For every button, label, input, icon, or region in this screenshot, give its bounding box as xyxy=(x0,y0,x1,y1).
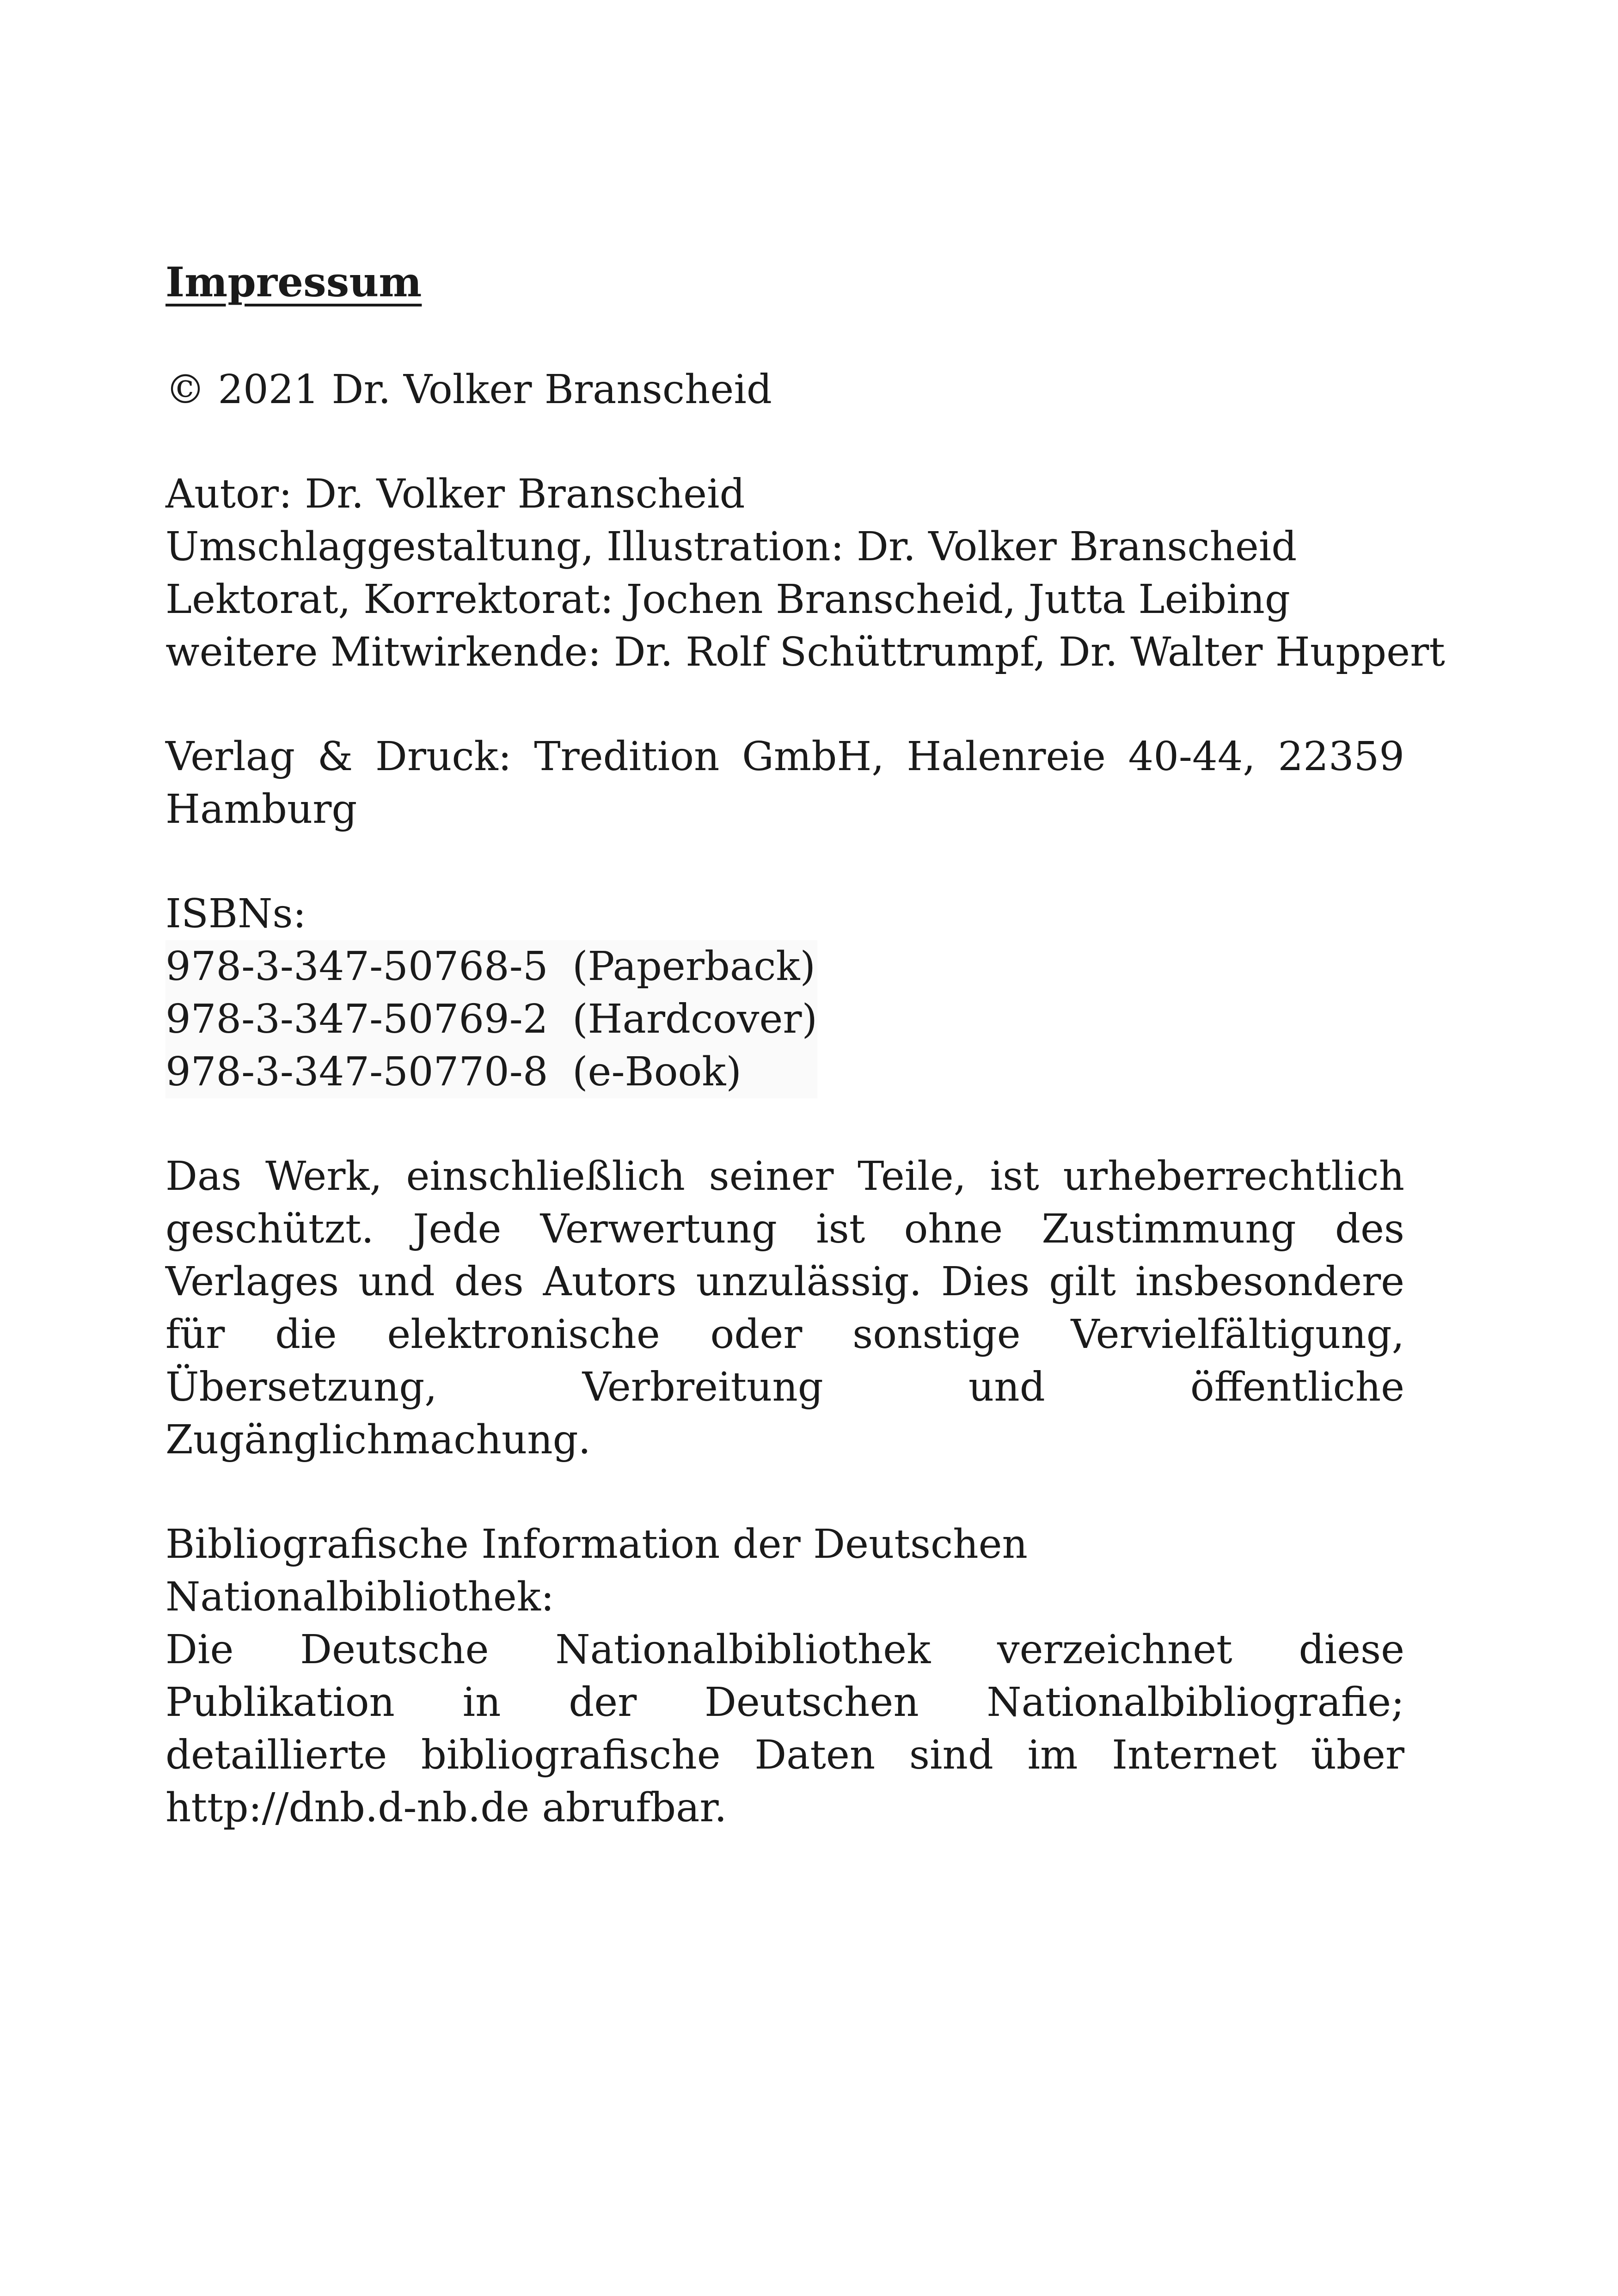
copyright-line: © 2021 Dr. Volker Branscheid xyxy=(165,367,772,413)
credits-block xyxy=(165,468,1445,679)
isbn-format: (Hardcover) xyxy=(572,996,818,1042)
isbn-number: 978-3-347-50769-2 xyxy=(165,996,548,1042)
rights-notice: Das Werk, einschließlich seiner Teile, ist urheberrechtlich geschützt. Jede Verwertung ist ohne Zustimmung des Verlages und des Autors unzulässig. Dies gilt insbesondere für die elektronische oder sonstige Vervielfältigung, Übersetzung, Verbreitung und öffentliche Zugänglichmachung. xyxy=(165,1153,1404,1463)
isbn-row xyxy=(165,1046,817,1098)
isbn-format: (Paperback) xyxy=(572,943,816,990)
isbn-format: (e-Book) xyxy=(572,1049,742,1095)
bibliographic-info xyxy=(165,1518,1404,1834)
bibliographic-heading: Bibliografische Information der Deutschen Nationalbibliothek: xyxy=(165,1521,1028,1620)
credit-cover-design: Umschlaggestaltung, Illustration: Dr. Volker Branscheid xyxy=(165,524,1297,570)
isbn-block xyxy=(165,888,1404,1098)
bibliographic-text: Die Deutsche Nationalbibliothek verzeichnet diese Publikation in der Deutschen Nationalbibliografie; detaillierte bibliografische Daten sind im Internet über http://dnb.d-nb.de abrufbar. xyxy=(165,1627,1404,1831)
page-title: Impressum xyxy=(165,258,422,306)
isbn-row xyxy=(165,993,817,1046)
isbn-table xyxy=(165,940,817,1098)
isbn-number: 978-3-347-50768-5 xyxy=(165,943,548,990)
imprint-page xyxy=(165,250,1445,1834)
isbn-label: ISBNs: xyxy=(165,891,306,937)
credit-editing: Lektorat, Korrektorat: Jochen Branscheid, Jutta Leibing xyxy=(165,576,1290,623)
credit-author: Autor: Dr. Volker Branscheid xyxy=(165,471,745,517)
isbn-row xyxy=(165,940,817,993)
isbn-number: 978-3-347-50770-8 xyxy=(165,1049,548,1095)
publisher-info: Verlag & Druck: Tredition GmbH, Halenreie 40-44, 22359 Hamburg xyxy=(165,734,1404,833)
credit-contributors: weitere Mitwirkende: Dr. Rolf Schüttrumpf, Dr. Walter Huppert xyxy=(165,629,1445,675)
